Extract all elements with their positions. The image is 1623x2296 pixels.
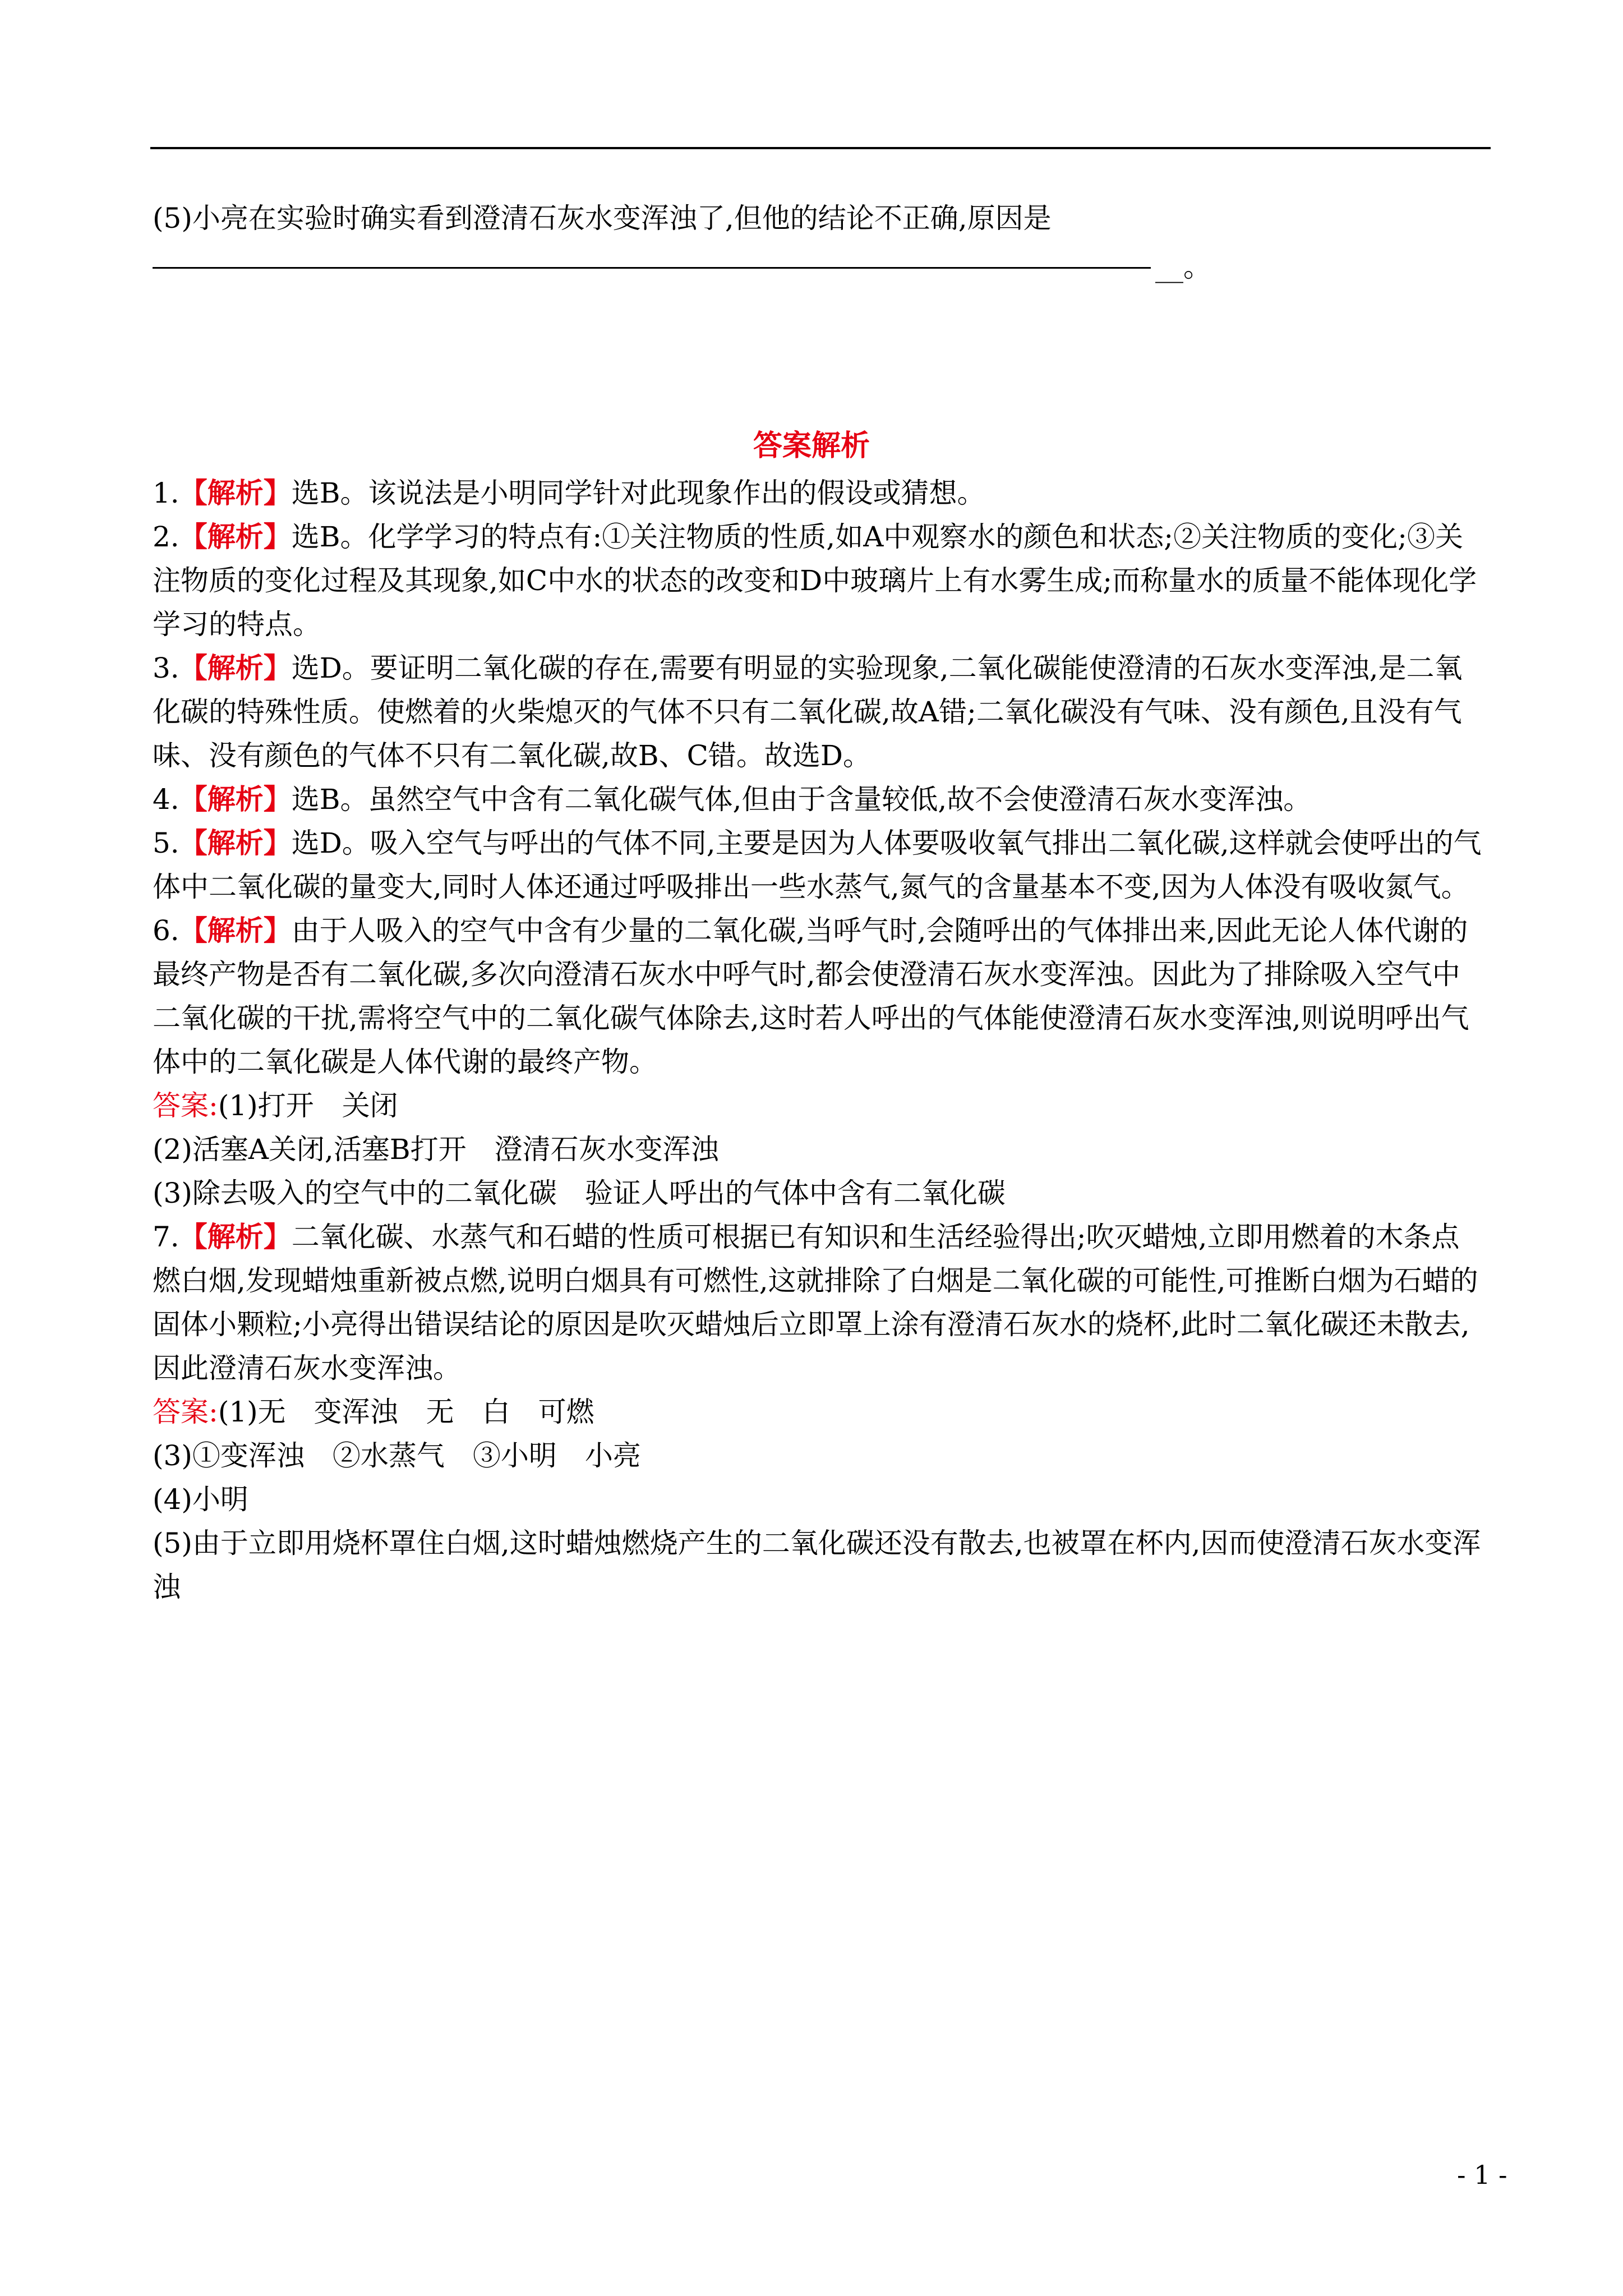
answer-6-line-3: (3)除去吸入的空气中的二氧化碳 验证人呼出的气体中含有二氧化碳 [153,1177,1006,1209]
item-text: 选D。要证明二氧化碳的存在,需要有明显的实验现象,二氧化碳能使澄清的石灰水变浑浊,是二氧化碳的特殊性质。使燃着的火柴熄灭的气体不只有二氧化碳,故A错;二氧化碳没有气味、没有颜色,且没有气味、没有颜色的气体不只有二氧化碳,故B、C错。故选D。 [153,652,1463,772]
answer-item-4 [153,777,1487,821]
answer-text: (1)打开 关闭 [218,1089,398,1122]
item-number: 4. [153,783,179,816]
answer-text: (1)无 变浑浊 无 白 可燃 [218,1396,594,1428]
item-number: 6. [153,914,179,947]
question-5-text: (5)小亮在实验时确实看到澄清石灰水变浑浊了,但他的结论不正确,原因是 [153,202,1052,234]
item-number: 5. [153,827,179,859]
item-text: 选B。虽然空气中含有二氧化碳气体,但由于含量较低,故不会使澄清石灰水变浑浊。 [291,783,1312,816]
answer-item-3 [153,646,1487,777]
item-number: 1. [153,477,179,509]
answer-item-5 [153,821,1487,909]
answer-7-line-2: (3)①变浑浊 ②水蒸气 ③小明 小亮 [153,1439,641,1472]
answer-item-7 [153,1215,1487,1390]
analysis-tag: 【解析】 [179,1220,292,1253]
answer-item-6 [153,909,1487,1084]
answer-7-line-1 [153,1390,1487,1434]
item-text: 选B。该说法是小明同学针对此现象作出的假设或猜想。 [291,477,985,509]
item-text: 选D。吸入空气与呼出的气体不同,主要是因为人体要吸收氧气排出二氧化碳,这样就会使呼出的气体中二氧化碳的量变大,同时人体还通过呼吸排出一些水蒸气,氮气的含量基本不变,因为人体没有吸收氮气。 [153,827,1482,903]
answer-blank-line [153,267,1151,269]
analysis-tag: 【解析】 [179,476,292,509]
item-number: 3. [153,652,179,684]
answer-6-line-2: (2)活塞A关闭,活塞B打开 澄清石灰水变浑浊 [153,1133,719,1166]
header-rule [150,147,1491,149]
answer-section [153,471,1487,1609]
page-number: - 1 - [1457,2160,1507,2190]
answer-item-1 [153,471,1487,515]
answer-blank-end: __。 [1155,251,1211,283]
item-text: 二氧化碳、水蒸气和石蜡的性质可根据已有知识和生活经验得出;吹灭蜡烛,立即用燃着的木条点燃白烟,发现蜡烛重新被点燃,说明白烟具有可燃性,这就排除了白烟是二氧化碳的可能性,可推断白烟为石蜡的固体小颗粒;小亮得出错误结论的原因是吹灭蜡烛后立即罩上涂有澄清石灰水的烧杯,此时二氧化碳还未散去,因此澄清石灰水变浑浊。 [153,1221,1478,1384]
item-text: 由于人吸入的空气中含有少量的二氧化碳,当呼气时,会随呼出的气体排出来,因此无论人体代谢的最终产物是否有二氧化碳,多次向澄清石灰水中呼气时,都会使澄清石灰水变浑浊。因此为了排除吸入空气中二氧化碳的干扰,需将空气中的二氧化碳气体除去,这时若人呼出的气体能使澄清石灰水变浑浊,则说明呼出气体中的二氧化碳是人体代谢的最终产物。 [153,914,1469,1078]
item-text: 选B。化学学习的特点有:①关注物质的性质,如A中观察水的颜色和状态;②关注物质的变化;③关注物质的变化过程及其现象,如C中水的状态的改变和D中玻璃片上有水雾生成;而称量水的质量不能体现化学学习的特点。 [153,521,1477,641]
answer-label: 答案: [153,1396,218,1428]
answer-7-line-4: (5)由于立即用烧杯罩住白烟,这时蜡烛燃烧产生的二氧化碳还没有散去,也被罩在杯内,因而使澄清石灰水变浑浊 [153,1527,1481,1603]
item-number: 7. [153,1221,179,1253]
answer-7-line-3: (4)小明 [153,1483,248,1516]
answer-label: 答案: [153,1089,218,1122]
analysis-tag: 【解析】 [179,914,292,947]
answer-6-line-1 [153,1084,1487,1128]
answer-item-2 [153,515,1487,646]
question-5 [153,196,1487,240]
item-number: 2. [153,521,179,553]
answer-title: 答案解析 [753,429,870,463]
analysis-tag: 【解析】 [179,783,292,816]
analysis-tag: 【解析】 [179,651,292,684]
analysis-tag: 【解析】 [179,520,292,553]
analysis-tag: 【解析】 [179,826,292,859]
